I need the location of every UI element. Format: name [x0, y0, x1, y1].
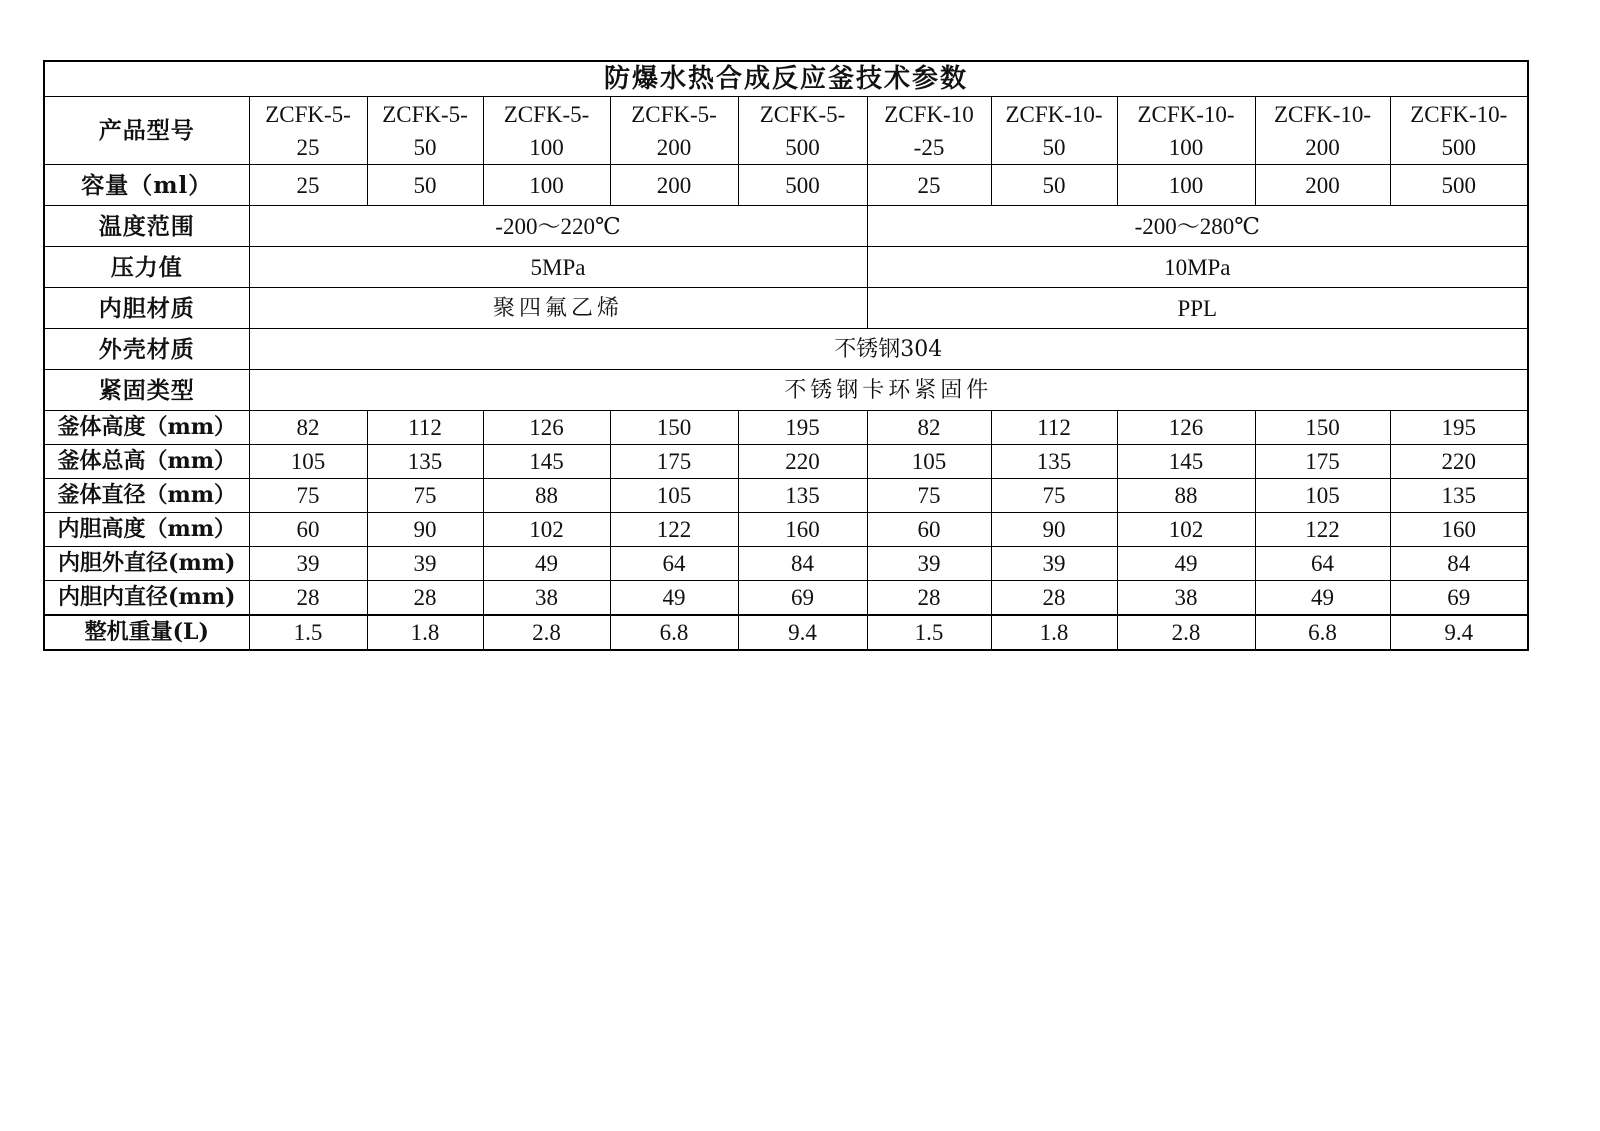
body-diameter-cell: 75 [367, 479, 483, 513]
liner-outer-diameter-cell: 39 [367, 547, 483, 581]
body-total-height-cell: 145 [1117, 445, 1255, 479]
model-line2: 500 [785, 134, 820, 160]
body-height-cell: 126 [1117, 411, 1255, 445]
model-cell [867, 97, 991, 165]
body-diameter-row [44, 479, 1528, 513]
model-cell [1117, 97, 1255, 165]
liner-inner-diameter-cell: 69 [1390, 581, 1528, 616]
liner-outer-diameter-cell: 84 [738, 547, 867, 581]
body-diameter-cell: 105 [1255, 479, 1390, 513]
liner-material-group5: 聚四氟乙烯 [249, 288, 867, 329]
model-cell [483, 97, 610, 165]
model-cell [738, 97, 867, 165]
body-diameter-cell: 75 [991, 479, 1117, 513]
capacity-cell: 100 [483, 165, 610, 206]
capacity-label: 容量（ml） [44, 165, 249, 206]
body-height-cell: 126 [483, 411, 610, 445]
model-line2: 50 [413, 134, 437, 160]
capacity-cell: 50 [991, 165, 1117, 206]
weight-cell: 1.8 [367, 615, 483, 650]
body-diameter-cell: 135 [738, 479, 867, 513]
model-line2: 100 [529, 134, 564, 160]
spec-table [43, 60, 1529, 651]
table-title: 防爆水热合成反应釜技术参数 [44, 61, 1528, 97]
model-line1: ZCFK-10- [1005, 101, 1103, 127]
pressure-value-group5: 5MPa [249, 247, 867, 288]
body-total-height-cell: 105 [867, 445, 991, 479]
shell-material-value: 不锈钢304 [249, 329, 1528, 370]
model-line2: 200 [1305, 134, 1340, 160]
liner-height-row [44, 513, 1528, 547]
capacity-cell: 50 [367, 165, 483, 206]
liner-material-group10: PPL [867, 288, 1528, 329]
liner-height-cell: 90 [367, 513, 483, 547]
model-line2: -25 [913, 134, 945, 160]
capacity-cell: 500 [1390, 165, 1528, 206]
liner-outer-diameter-cell: 84 [1390, 547, 1528, 581]
model-cell [1390, 97, 1528, 165]
body-diameter-cell: 75 [867, 479, 991, 513]
weight-cell: 9.4 [1390, 615, 1528, 650]
body-total-height-cell: 135 [367, 445, 483, 479]
model-line1: ZCFK-10- [1410, 101, 1508, 127]
liner-inner-diameter-cell: 38 [483, 581, 610, 616]
fastening-value: 不锈钢卡环紧固件 [249, 370, 1528, 411]
title-row [44, 61, 1528, 97]
capacity-cell: 500 [738, 165, 867, 206]
body-total-height-cell: 105 [249, 445, 367, 479]
liner-height-cell: 90 [991, 513, 1117, 547]
body-total-height-label: 釜体总高（mm） [44, 445, 249, 479]
body-diameter-cell: 88 [1117, 479, 1255, 513]
model-line1: ZCFK-5- [759, 101, 846, 127]
liner-height-cell: 160 [738, 513, 867, 547]
liner-outer-diameter-cell: 49 [1117, 547, 1255, 581]
liner-inner-diameter-cell: 28 [991, 581, 1117, 616]
liner-outer-diameter-cell: 39 [249, 547, 367, 581]
weight-cell: 2.8 [1117, 615, 1255, 650]
model-line1: ZCFK-5- [503, 101, 590, 127]
capacity-cell: 100 [1117, 165, 1255, 206]
liner-inner-diameter-cell: 38 [1117, 581, 1255, 616]
liner-outer-diameter-cell: 64 [1255, 547, 1390, 581]
weight-label: 整机重量(L) [44, 615, 249, 650]
liner-height-label: 内胆高度（mm） [44, 513, 249, 547]
liner-height-cell: 60 [249, 513, 367, 547]
liner-height-cell: 160 [1390, 513, 1528, 547]
shell-material-label: 外壳材质 [44, 329, 249, 370]
liner-outer-diameter-label: 内胆外直径(mm) [44, 547, 249, 581]
body-total-height-cell: 220 [738, 445, 867, 479]
liner-outer-diameter-cell: 39 [867, 547, 991, 581]
fastening-row [44, 370, 1528, 411]
temperature-label: 温度范围 [44, 206, 249, 247]
liner-height-cell: 122 [1255, 513, 1390, 547]
body-height-cell: 150 [1255, 411, 1390, 445]
model-cell [367, 97, 483, 165]
capacity-cell: 200 [1255, 165, 1390, 206]
body-total-height-cell: 135 [991, 445, 1117, 479]
model-line1: ZCFK-5- [382, 101, 468, 127]
weight-cell: 1.8 [991, 615, 1117, 650]
body-height-row [44, 411, 1528, 445]
pressure-row [44, 247, 1528, 288]
body-diameter-cell: 105 [610, 479, 738, 513]
weight-cell: 9.4 [738, 615, 867, 650]
model-label: 产品型号 [44, 97, 249, 165]
weight-row [44, 615, 1528, 650]
capacity-row [44, 165, 1528, 206]
body-diameter-label: 釜体直径（mm） [44, 479, 249, 513]
body-total-height-cell: 175 [1255, 445, 1390, 479]
body-diameter-cell: 88 [483, 479, 610, 513]
liner-outer-diameter-cell: 64 [610, 547, 738, 581]
body-height-cell: 195 [738, 411, 867, 445]
liner-inner-diameter-cell: 49 [1255, 581, 1390, 616]
liner-outer-diameter-row [44, 547, 1528, 581]
liner-height-cell: 122 [610, 513, 738, 547]
body-diameter-cell: 75 [249, 479, 367, 513]
model-line1: ZCFK-10- [1273, 101, 1372, 127]
model-row [44, 97, 1528, 165]
body-height-cell: 82 [867, 411, 991, 445]
liner-inner-diameter-cell: 49 [610, 581, 738, 616]
shell-material-row [44, 329, 1528, 370]
temperature-row [44, 206, 1528, 247]
liner-material-label: 内胆材质 [44, 288, 249, 329]
model-line2: 50 [1042, 134, 1066, 160]
liner-inner-diameter-cell: 28 [249, 581, 367, 616]
model-line2: 25 [296, 134, 320, 160]
body-height-cell: 195 [1390, 411, 1528, 445]
model-cell [1255, 97, 1390, 165]
body-total-height-cell: 220 [1390, 445, 1528, 479]
liner-inner-diameter-row [44, 581, 1528, 616]
pressure-value-group10: 10MPa [867, 247, 1528, 288]
weight-cell: 6.8 [610, 615, 738, 650]
model-line1: ZCFK-5- [631, 101, 717, 127]
liner-material-row [44, 288, 1528, 329]
temperature-range-10mpa: -200～280℃ [867, 206, 1528, 247]
body-height-cell: 82 [249, 411, 367, 445]
temperature-range-5mpa: -200～220℃ [249, 206, 867, 247]
model-cell [991, 97, 1117, 165]
body-total-height-row [44, 445, 1528, 479]
weight-cell: 1.5 [867, 615, 991, 650]
liner-inner-diameter-cell: 28 [367, 581, 483, 616]
weight-cell: 2.8 [483, 615, 610, 650]
liner-inner-diameter-cell: 69 [738, 581, 867, 616]
model-line2: 200 [656, 134, 692, 160]
liner-inner-diameter-cell: 28 [867, 581, 991, 616]
body-total-height-cell: 175 [610, 445, 738, 479]
liner-height-cell: 102 [483, 513, 610, 547]
liner-height-cell: 102 [1117, 513, 1255, 547]
capacity-cell: 25 [249, 165, 367, 206]
model-line2: 500 [1441, 134, 1477, 160]
model-line2: 100 [1168, 134, 1204, 160]
fastening-label: 紧固类型 [44, 370, 249, 411]
body-diameter-cell: 135 [1390, 479, 1528, 513]
body-height-cell: 150 [610, 411, 738, 445]
body-total-height-cell: 145 [483, 445, 610, 479]
model-cell [249, 97, 367, 165]
capacity-cell: 25 [867, 165, 991, 206]
liner-outer-diameter-cell: 39 [991, 547, 1117, 581]
body-height-cell: 112 [991, 411, 1117, 445]
model-line1: ZCFK-5- [265, 101, 351, 127]
body-height-cell: 112 [367, 411, 483, 445]
body-height-label: 釜体高度（mm） [44, 411, 249, 445]
capacity-cell: 200 [610, 165, 738, 206]
pressure-label: 压力值 [44, 247, 249, 288]
liner-inner-diameter-label: 内胆内直径(mm) [44, 581, 249, 616]
model-line1: ZCFK-10 [884, 101, 974, 127]
weight-cell: 6.8 [1255, 615, 1390, 650]
weight-cell: 1.5 [249, 615, 367, 650]
model-cell [610, 97, 738, 165]
liner-outer-diameter-cell: 49 [483, 547, 610, 581]
liner-height-cell: 60 [867, 513, 991, 547]
model-line1: ZCFK-10- [1137, 101, 1235, 127]
